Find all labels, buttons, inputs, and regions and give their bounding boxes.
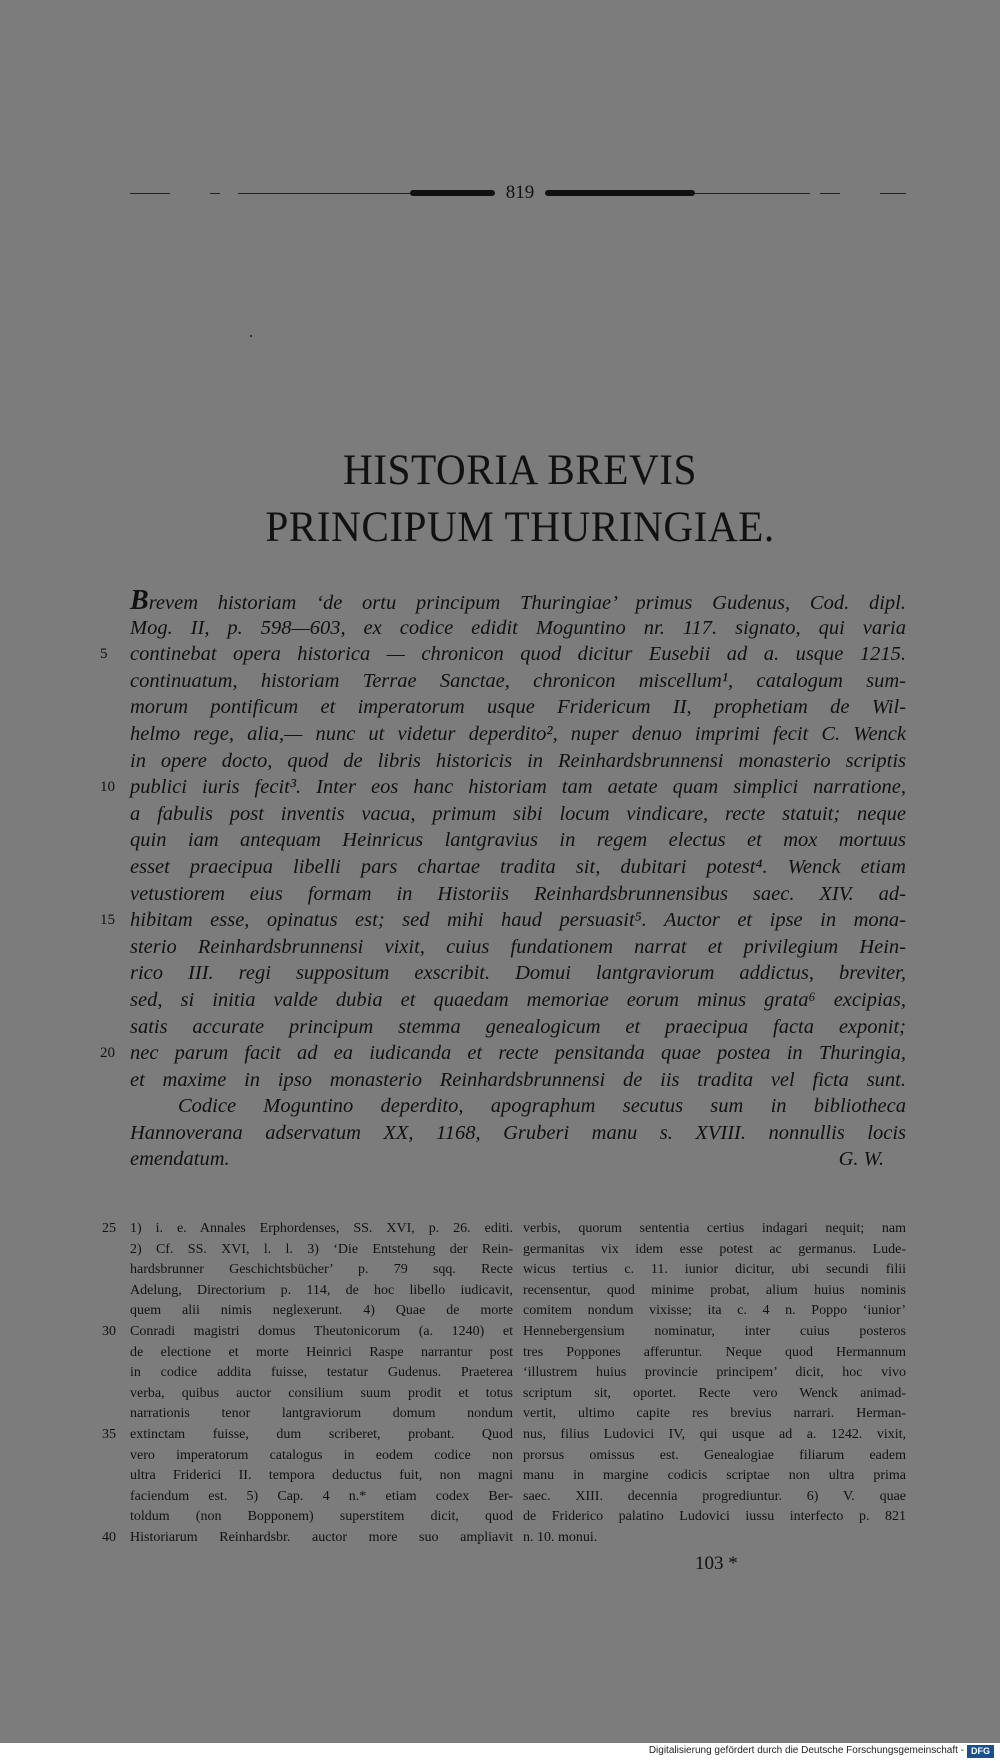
header-rule-left-b <box>210 193 220 194</box>
header-rule-left-c <box>238 193 438 194</box>
intro-line <box>130 1093 906 1120</box>
page-number: 819 <box>505 182 535 203</box>
intro-signature: G. W. <box>838 1148 884 1171</box>
line-number: 25 <box>102 1221 116 1236</box>
footnote-line: scriptum sit, oportet. Recte vero Wenck animad- <box>523 1385 906 1401</box>
header-rule-left-a <box>130 193 170 194</box>
footnote-line <box>130 1281 513 1302</box>
intro-line <box>130 721 906 748</box>
speck-mark <box>250 335 252 337</box>
footnote-line-text: ultra Friderici II. tempora deductus fuit, non magni <box>130 1468 513 1484</box>
intro-line-text: nec parum facit ad ea iudicanda et recte pensitanda quae postea in Thuringia, <box>130 1042 906 1065</box>
intro-line-text: vetustiorem eius formam in Historiis Reinhardsbrunnensibus saec. XIV. ad- <box>130 882 906 905</box>
intro-line-text: quin iam antequam Heinricus lantgravius in regem electus et mox mortuus <box>130 829 906 852</box>
intro-line <box>100 641 906 668</box>
footnote-line: vertit, ultimo capite res brevius narrari. Herman- <box>523 1406 906 1422</box>
intro-paragraph <box>100 585 906 1173</box>
footnote-line-text: hardsbrunner Geschichtsbücher’ p. 79 sqq. Recte <box>130 1262 513 1278</box>
footnote-line <box>102 1322 513 1343</box>
intro-line-text: helmo rege, alia,— nunc ut videtur deperdito², nuper denuo imprimi fecit C. Wenck <box>130 722 906 745</box>
title-line-2: PRINCIPUM THURINGIAE. <box>265 504 775 551</box>
dfg-logo-icon: DFG <box>967 1745 994 1758</box>
intro-line <box>130 1146 906 1173</box>
intro-line <box>130 960 906 987</box>
intro-line-text: hibitam esse, opinatus est; sed mihi haud persuasit⁵. Auctor et ipse in mona- <box>130 909 906 932</box>
footnote-line-text: Historiarum Reinhardsbr. auctor more suo ampliavit <box>130 1529 513 1545</box>
intro-line-text: sterio Reinhardsbrunnensi vixit, cuius fundationem narrat et privilegium Hein- <box>130 935 906 958</box>
footnote-line: saec. XIII. decennia progrediuntur. 6) V. quae <box>523 1488 906 1504</box>
footnote-line: recensentur, quod minime probat, alium huius nominis <box>523 1282 906 1298</box>
intro-line-text: revem historiam ‘de ortu principum Thuringiae’ primus Gudenus, Cod. dipl. <box>148 592 906 614</box>
intro-line <box>100 1040 906 1067</box>
intro-line-text: continebat opera historica — chronicon quod dicitur Eusebii ad a. usque 1215. <box>130 643 906 666</box>
footnote-line-text: 1) i. e. Annales Erphordenses, SS. XVI, p. 26. editi. <box>130 1221 513 1236</box>
footnote-line: comitem nondum vixisse; ita c. 4 n. Poppo ‘iunior’ <box>523 1303 906 1319</box>
header-rule-right-a <box>695 193 810 194</box>
header-rule-right-c <box>880 193 906 194</box>
line-number: 10 <box>100 779 115 796</box>
intro-line-text: esset praecipua libelli pars chartae tradita sit, dubitari potest⁴. Wenck etiam <box>130 855 906 878</box>
footnote-line <box>130 1507 513 1528</box>
footnote-line <box>102 1219 513 1240</box>
footnote-line-text: verba, quibus auctor consilium suum prodit et totus <box>130 1385 513 1401</box>
footnote-line-text: toldum (non Bopponem) superstitem dicit, quod <box>130 1509 513 1525</box>
intro-line-text: Codice Moguntino deperdito, apographum secutus sum in bibliotheca <box>178 1095 906 1118</box>
intro-line <box>130 987 906 1014</box>
footnotes-left-column <box>102 1219 513 1549</box>
intro-line <box>100 907 906 934</box>
footnote-line <box>130 1343 513 1364</box>
intro-line-text: in opere docto, quod de libris historicis in Reinhardsbrunnensi monasterio scriptis <box>130 749 906 772</box>
footnote-line: ‘illustrem huius provincie principem’ dicit, hoc vivo <box>523 1365 906 1381</box>
footnote-line: tres Poppones afferuntur. Neque quod Hermannum <box>523 1344 906 1360</box>
footnote-line: manu in margine codicis scriptae non ultra prima <box>523 1468 906 1484</box>
footnote-line-text: Adelung, Directorium p. 114, de hoc libello iudicavit, <box>130 1282 513 1298</box>
footnote-line <box>130 1466 513 1487</box>
footer-credit: Digitalisierung gefördert durch die Deutsche Forschungsgemeinschaft - <box>648 1745 964 1756</box>
intro-line-text: et maxime in ipso monasterio Reinhardsbrunnensi de iis tradita vel ficta sunt. <box>130 1068 906 1091</box>
intro-line <box>130 934 906 961</box>
footnote-line <box>130 1301 513 1322</box>
intro-line <box>130 1067 906 1094</box>
footnote-line-text: extinctam fuisse, dum scriberet, probant. Quod <box>130 1426 513 1442</box>
intro-line <box>130 1014 906 1041</box>
footnote-line: Hennebergensium nominatur, inter cuius posteros <box>523 1323 906 1339</box>
line-number: 35 <box>102 1426 116 1442</box>
intro-line-text: morum pontificum et imperatorum usque Fridericum II, prophetiam de Wil- <box>130 696 906 719</box>
footnote-line <box>130 1240 513 1261</box>
line-number: 20 <box>100 1045 115 1062</box>
intro-line <box>130 881 906 908</box>
footnote-line <box>130 1487 513 1508</box>
intro-line <box>130 801 906 828</box>
footnote-line <box>130 1363 513 1384</box>
intro-line-text: Mog. II, p. 598—603, ex codice edidit Moguntino nr. 117. signato, qui varia <box>130 616 906 639</box>
footnote-line: germanitas vix idem esse potest ac germanus. Lude- <box>523 1241 906 1257</box>
intro-line-text: a fabulis post inventis vacua, primum sibi locum vindicare, recte statuit; neque <box>130 802 906 825</box>
intro-line <box>130 694 906 721</box>
intro-line-text: emendatum. <box>130 1148 230 1171</box>
intro-line-text: satis accurate principum stemma genealogicum et praecipua facta exponit; <box>130 1015 906 1038</box>
footnote-line-text: 2) Cf. SS. XVI, l. l. 3) ‘Die Entstehung der Rein- <box>130 1241 513 1257</box>
footnote-line: nus, filius Ludovici IV, qui usque ad a. 1242. vixit, <box>523 1426 906 1442</box>
page-header <box>130 180 906 206</box>
footnote-line-text: narrationis tenor lantgraviorum domum nondum <box>130 1406 513 1422</box>
intro-line-text: continuatum, historiam Terrae Sanctae, chronicon miscellum¹, catalogum sum- <box>130 669 906 692</box>
footnote-line <box>102 1528 513 1549</box>
footnote-line <box>130 1260 513 1281</box>
intro-line-text: rico III. regi suppositum exscribit. Domui lantgraviorum addictus, breviter, <box>130 962 906 985</box>
intro-line-text: Hannoverana adservatum XX, 1168, Gruberi manu s. XVIII. nonnullis locis <box>130 1121 906 1144</box>
intro-line <box>130 748 906 775</box>
line-number: 40 <box>102 1529 116 1545</box>
footnote-line: de Friderico palatino Ludovici iussu interfecto p. 821 <box>523 1509 906 1525</box>
footnote-line: prorsus omissus est. Genealogiae filiarum eadem <box>523 1447 906 1463</box>
intro-line <box>100 774 906 801</box>
footnote-line-text: quem alii nimis neglexerunt. 4) Quae de morte <box>130 1303 513 1319</box>
footnote-line-text: Conradi magistri domus Theutonicorum (a. 1240) et <box>130 1323 513 1339</box>
drop-cap: B <box>130 585 149 616</box>
signature-mark: 103 * <box>695 1553 738 1574</box>
intro-line <box>130 854 906 881</box>
footnote-line-text: de electione et morte Heinrici Raspe narrantur post <box>130 1344 513 1360</box>
header-rule-left-thick <box>410 190 495 196</box>
footnote-line: wicus tertius c. 11. iunior dicitur, ubi secundi filii <box>523 1262 906 1278</box>
line-number: 5 <box>100 646 108 663</box>
footnotes-right-column <box>523 1219 906 1549</box>
intro-line <box>130 615 906 642</box>
line-number: 15 <box>100 912 115 929</box>
title-line-1: HISTORIA BREVIS <box>343 447 697 494</box>
intro-line <box>130 668 906 695</box>
footnote-line-text: in codice addita fuisse, testatur Gudenus. Praeterea <box>130 1365 513 1381</box>
footnote-line <box>130 1384 513 1405</box>
footnote-line: n. 10. monui. <box>523 1529 598 1545</box>
header-rule-right-thick <box>545 190 695 196</box>
intro-line <box>130 585 906 616</box>
intro-line <box>130 827 906 854</box>
intro-line-text: publici iuris fecit³. Inter eos hanc historiam tam aetate quam simplici narratione, <box>130 776 906 799</box>
intro-line <box>130 1120 906 1147</box>
intro-line-text: sed, si initia valde dubia et quaedam memoriae eorum minus grata⁶ excipias, <box>130 988 906 1011</box>
footnote-line-text: faciendum est. 5) Cap. 4 n.* etiam codex Ber- <box>130 1488 513 1504</box>
line-number: 30 <box>102 1323 116 1339</box>
footnote-line <box>130 1404 513 1425</box>
footnote-line <box>102 1425 513 1446</box>
footnote-line-text: vero imperatorum catalogus in eodem codice non <box>130 1447 513 1463</box>
header-rule-right-b <box>820 193 840 194</box>
footnote-line <box>130 1446 513 1467</box>
footnote-line: verbis, quorum sententia certius indagari nequit; nam <box>523 1221 906 1236</box>
